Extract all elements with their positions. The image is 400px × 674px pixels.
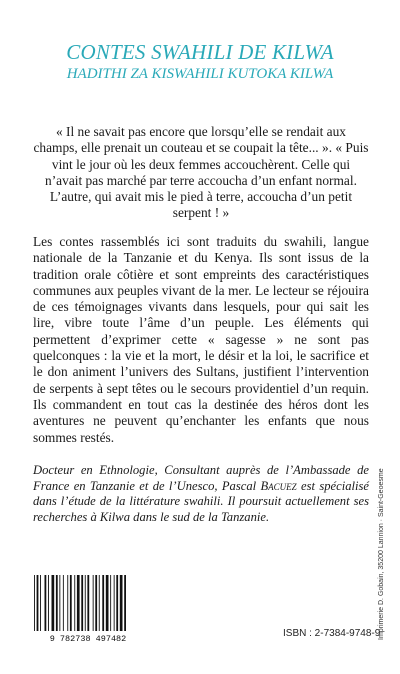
book-subtitle: HADITHI ZA KISWAHILI KUTOKA KILWA	[66, 66, 334, 82]
printer-credit: Imprimerie D. Gobain, 35200 Lannion · Saint-Geoesme	[378, 468, 385, 640]
opening-quote: « Il ne savait pas encore que lorsqu’elle se rendait aux champs, elle prenait un couteau et se coupait la tête... ». « Puis vint le jour où les deux femmes accouchèrent. Celle qui n’avait pas marché par terre accoucha d’un enfant normal. L’autre, qui avait mis le pied à terre, accoucha d’un petit serpent ! »	[33, 124, 369, 221]
book-description: Les contes rassemblés ici sont traduits du swahili, langue nationale de la Tanzanie et du Kenya. Ils sont issus de la tradition orale côtière et sont empreints des caractéristiques communes aux peuples vivant de la mer. Le lecteur se réjouira de ces témoignages vivants dans lesquels, pour qui sait les lire, vibre toute l’âme d’un peuple. Les éléments qui permettent d’exprimer cette « sagesse » ne sont pas quelconques : la vie et la mort, le désir et la loi, le sacrifice et le don animent l’univers des Sultans, justifient l’intervention de serpents à sept têtes ou le secours providentiel d’un requin. Ils commandent en tout cas la destinée des héros dont les aventures ne peuvent qu’enchanter les enfants que nous sommes restés.	[33, 234, 369, 445]
bio-text-start: Docteur en Ethnologie, Consultant auprès de l’Ambassade de France en Tanzanie et de l’Unesco,	[33, 463, 369, 493]
barcode	[28, 573, 148, 643]
author-name: Pascal Bacuez	[221, 478, 297, 493]
isbn: ISBN : 2-7384-9748-9	[283, 628, 381, 639]
bio-text-end: est spécialisé dans l’étude de la littérature swahili. Il poursuit actuellement ses recherches à Kilwa dans le sud de la Tanzanie.	[33, 478, 369, 524]
barcode-number: 9 782738 497482	[49, 634, 127, 643]
barcode-bars	[34, 575, 126, 631]
author-bio	[33, 463, 369, 525]
book-title: CONTES SWAHILI DE KILWA	[66, 40, 334, 64]
